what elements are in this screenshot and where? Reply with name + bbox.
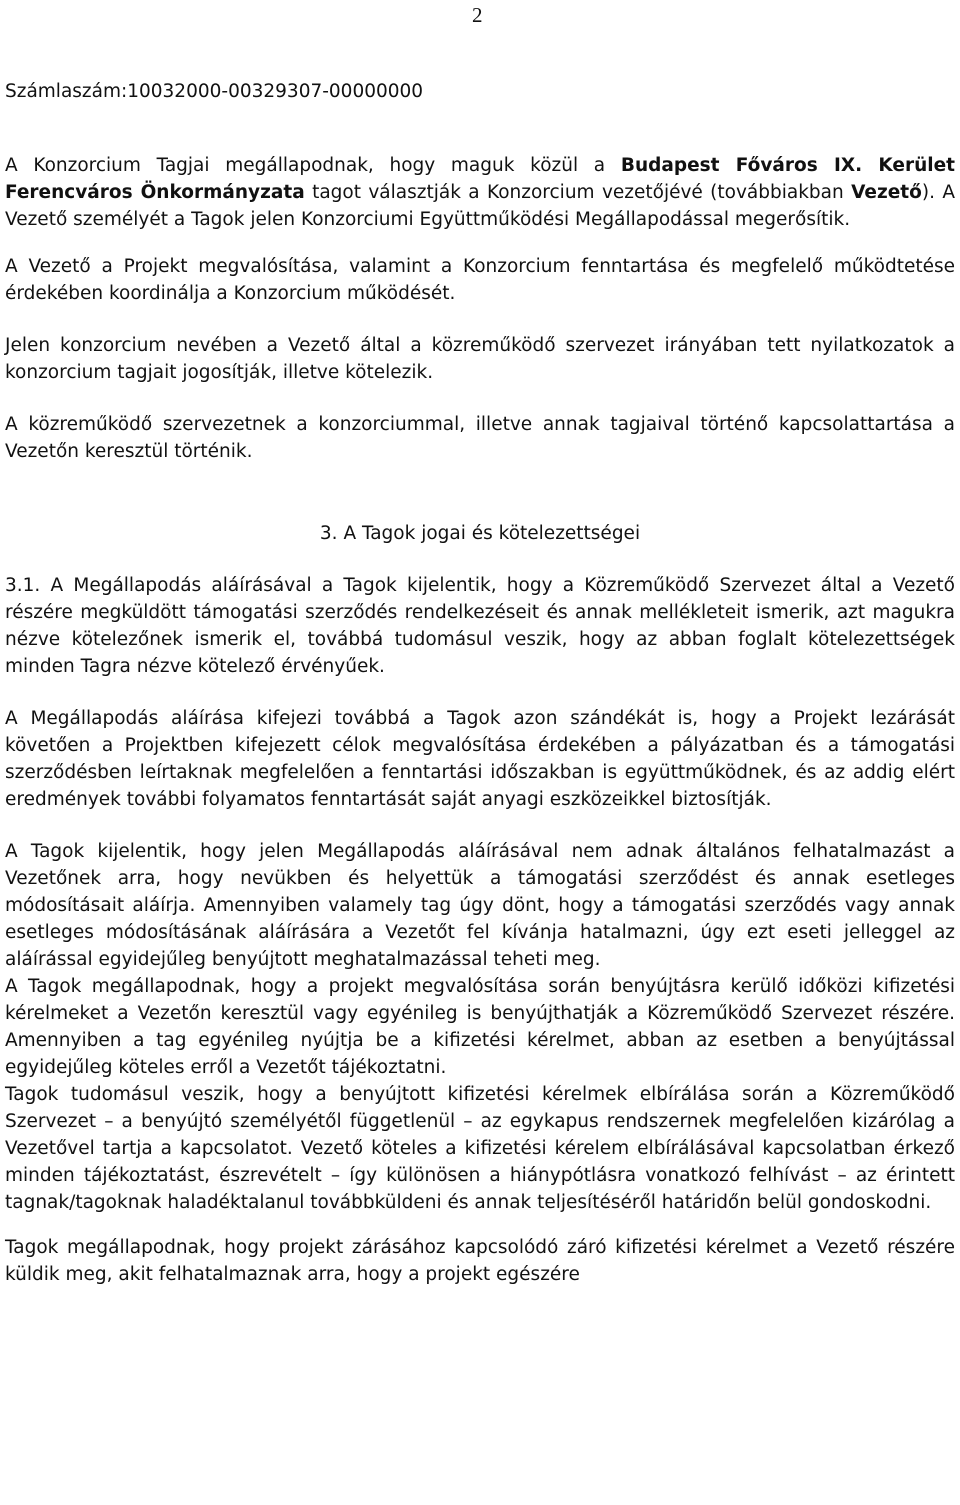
intro-text-1: A Konzorcium Tagjai megállapodnak, hogy maguk közül a xyxy=(5,155,621,176)
document-body xyxy=(5,78,955,1288)
intro-text-2: tagot választják a Konzorcium vezetőjévé (továbbiakban xyxy=(304,182,852,203)
section-paragraph: 3.1. A Megállapodás aláírásával a Tagok kijelentik, hogy a Közreműködő Szervezet által a Vezető részére megküldött támogatási szerződés rendelkezéseit és annak mellékleteit ismerik, azt magukra nézve kötelezőnek ismerik el, továbbá tudomásul veszik, hogy az abban foglalt kötelezettségek minden Tagra nézve kötelező érvényűek. xyxy=(5,575,955,677)
page-number: 2 xyxy=(472,3,483,27)
intro-bold-2: Vezető xyxy=(851,182,922,203)
section-heading: 3. A Tagok jogai és kötelezettségei xyxy=(319,523,641,544)
section-paragraph: A Megállapodás aláírása kifejezi továbbá a Tagok azon szándékát is, hogy a Projekt lezárását követően a Projektben kifejezett célok megvalósítása érdekében a pályázatban és a támogatási szerződésben leírtaknak megfelelően a fenntartási időszakban is együttműködnek, és az addig elért eredmények további folyamatos fenntartását saját anyagi eszközeikkel biztosítják. xyxy=(5,708,955,810)
intro-paragraph xyxy=(5,152,955,233)
section-paragraph: Tagok megállapodnak, hogy projekt zárásához kapcsolódó záró kifizetési kérelmet a Vezető részére küldik meg, akit felhatalmaznak arra, hogy a projekt egészére xyxy=(5,1237,955,1285)
intro-text-3: ). A Vezető személyét a Tagok jelen Konzorciumi Együttműködési Megállapodással megerősítik. xyxy=(5,182,955,230)
paragraph: A Vezető a Projekt megvalósítása, valamint a Konzorcium fenntartása és megfelelő működtetése érdekében koordinálja a Konzorcium működését. xyxy=(5,256,955,304)
paragraph: Jelen konzorcium nevében a Vezető által a közreműködő szervezet irányában tett nyilatkozatok a konzorcium tagjait jogosítják, illetve kötelezik. xyxy=(5,335,955,383)
account-number: Számlaszám:10032000-00329307-00000000 xyxy=(5,81,424,102)
section-paragraph: A Tagok megállapodnak, hogy a projekt megvalósítása során benyújtásra kerülő időközi kifizetési kérelmeket a Vezetőn keresztül vagy egyénileg is benyújthatják a Közreműködő Szervezet részére. Amennyiben a tag egyénileg nyújtja be a kifizetési kérelmet, abban az esetben a benyújtással egyidejűleg köteles erről a Vezetőt tájékoztatni. xyxy=(5,976,955,1078)
section-paragraph: A Tagok kijelentik, hogy jelen Megállapodás aláírásával nem adnak általános felhatalmazást a Vezetőnek arra, hogy nevükben és helyettük a támogatási szerződést és annak esetleges módosításait aláírja. Amennyiben valamely tag úgy dönt, hogy a támogatási szerződés vagy annak esetleges módosításának aláírására a Vezetőt fel kívánja hatalmazni, úgy ezt eseti jelleggel az aláírással egyidejűleg benyújtott meghatalmazással teheti meg. xyxy=(5,841,955,970)
intro-bold-1: Budapest Főváros IX. Kerület Ferencváros Önkormányzata xyxy=(5,155,956,203)
section-paragraph: Tagok tudomásul veszik, hogy a benyújtott kifizetési kérelmek elbírálása során a Közreműködő Szervezet – a benyújtó személyétől függetlenül – az egykapus rendszernek megfelelően kizárólag a Vezetővel tartja a kapcsolatot. Vezető köteles a kifizetési kérelem elbírálásával kapcsolatban érkező minden tájékoztatást, észrevételt – így különösen a hiánypótlásra vonatkozó felhívást – az érintett tagnak/tagoknak haladéktalanul továbbküldeni és annak teljesítéséről határidőn belül gondoskodni. xyxy=(5,1084,955,1213)
paragraph: A közreműködő szervezetnek a konzorciummal, illetve annak tagjaival történő kapcsolattartása a Vezetőn keresztül történik. xyxy=(5,414,955,462)
